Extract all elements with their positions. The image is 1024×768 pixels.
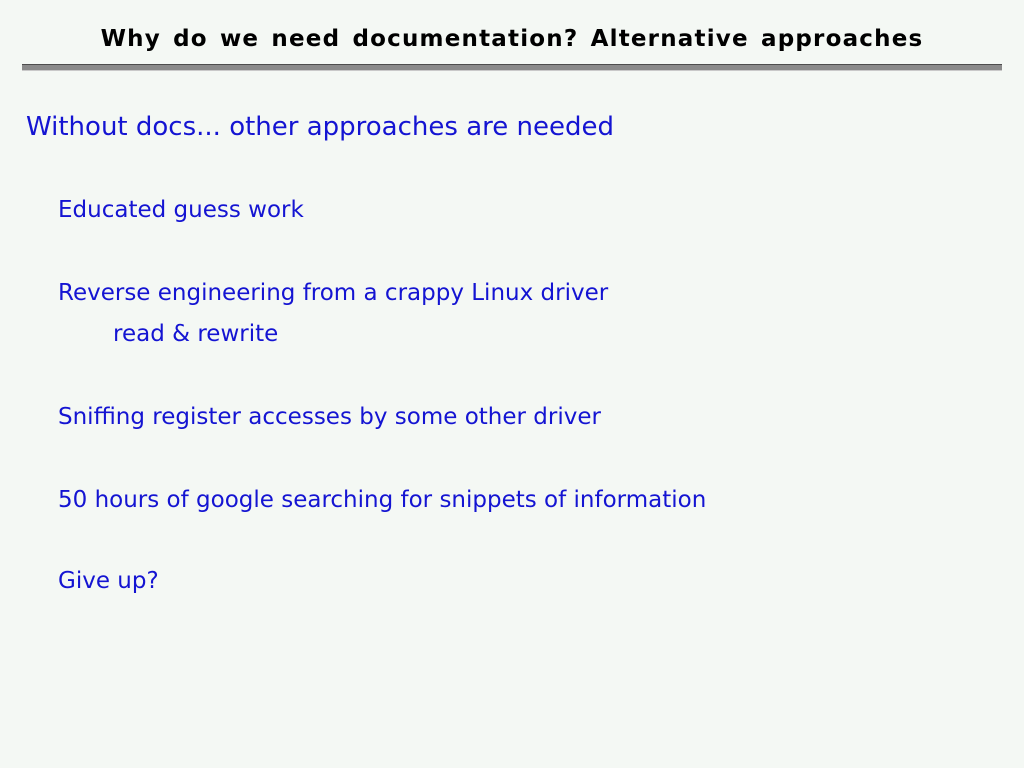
list-item-sub: read & rewrite [113,321,279,347]
list-item: Educated guess work [58,197,304,223]
list-item: Give up? [58,568,159,594]
list-item: Sniffing register accesses by some other driver [58,404,601,430]
title-divider [22,64,1002,71]
list-item: Reverse engineering from a crappy Linux driver [58,280,609,306]
list-item: 50 hours of google searching for snippets of information [58,487,707,513]
lead-statement: Without docs... other approaches are needed [26,112,614,142]
page-title: Why do we need documentation? Alternative approaches [100,26,924,52]
